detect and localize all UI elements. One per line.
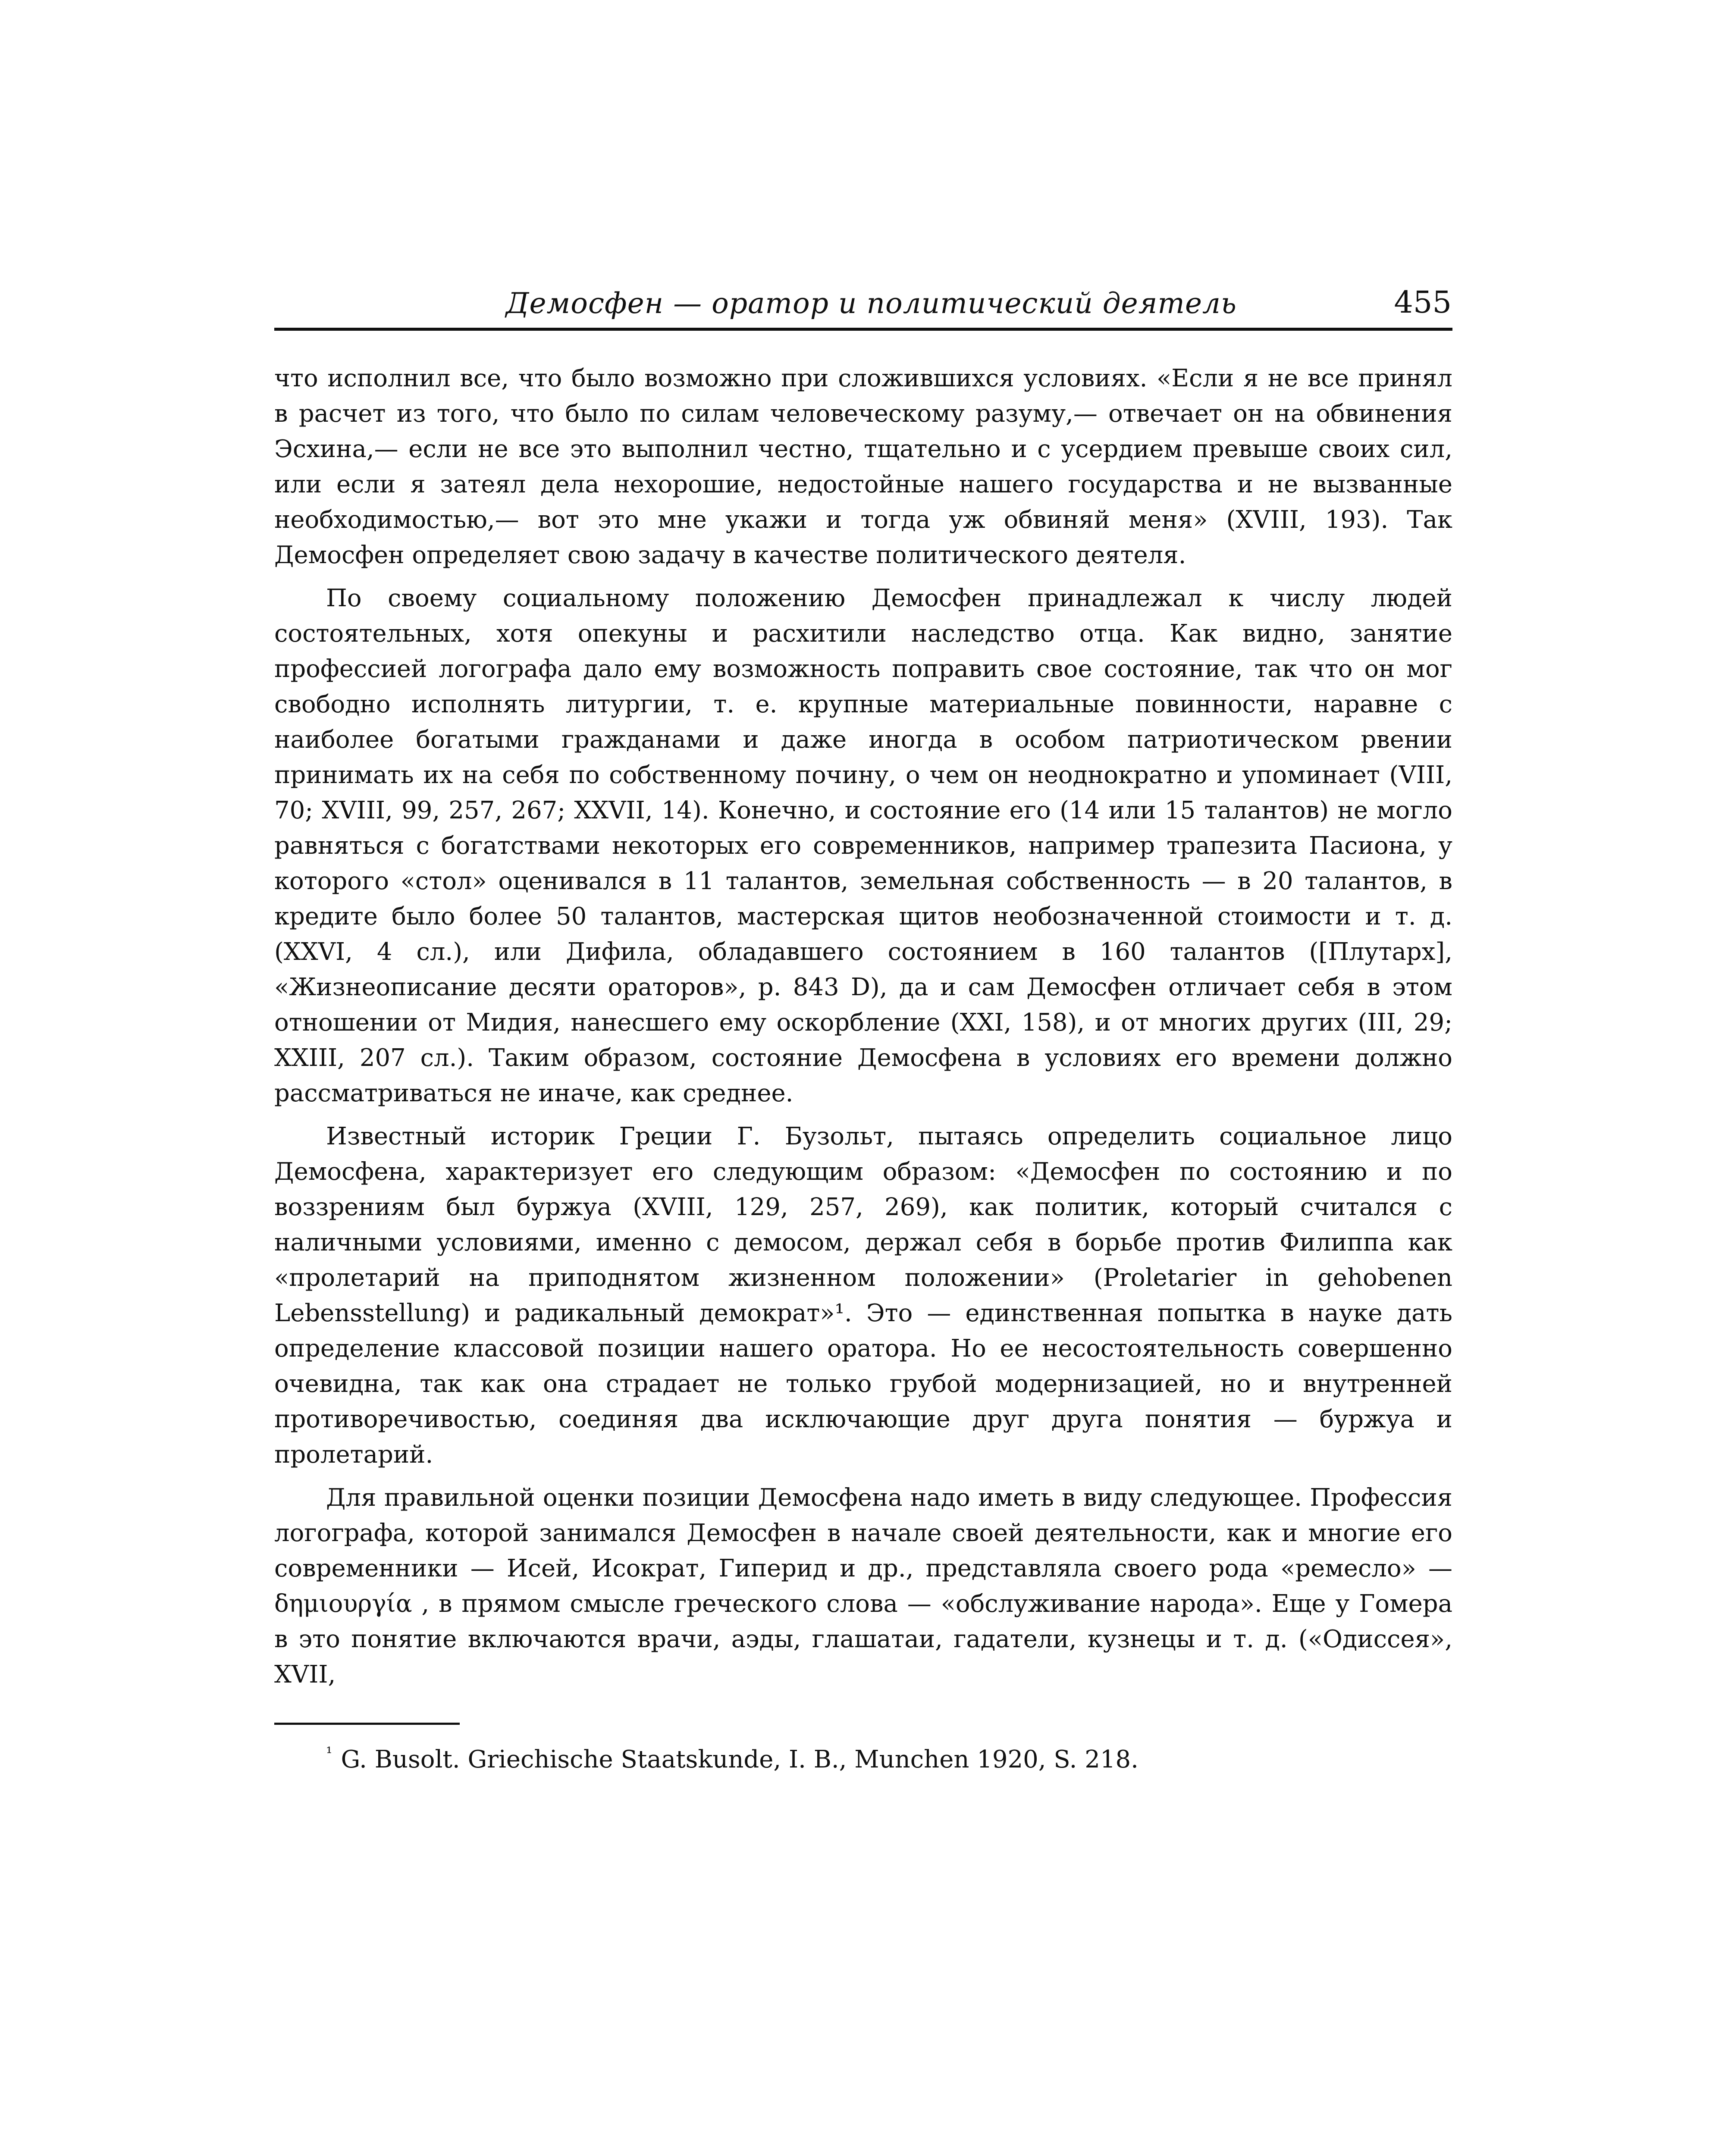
footnote (274, 1736, 1452, 1777)
footnote-text: G. Busolt. Griechische Staatskunde, I. B., Munchen 1920, S. 218. (341, 1745, 1138, 1774)
running-header (274, 276, 1452, 331)
footnote-mark: ¹ (326, 1744, 332, 1762)
footnote-separator (274, 1723, 460, 1725)
paragraph-1: что исполнил все, что было возможно при сложившихся условиях. «Если я не все принял в расчет из того, что было по силам человеческому разуму,— отвечает он на обвинения Эсхина,— если не все это выполнил честно, тщательно и с усердием превыше своих сил, или если я затеял дела нехорошие, недостойные нашего государства и не вызванные необходимостью,— вот это мне укажи и тогда уж обвиняй меня» (XVIII, 193). Так Демосфен определяет свою задачу в качестве политического деятеля. (274, 364, 1452, 569)
body-text (274, 361, 1452, 1692)
paragraph-2: По своему социальному положению Демосфен принадлежал к числу людей состоятельных, хотя опекуны и расхитили наследство отца. Как видно, занятие профессией логографа дало ему возможность поправить свое состояние, так что он мог свободно исполнять литургии, т. е. крупные материальные повинности, наравне с наиболее богатыми гражданами и даже иногда в особом патриотическом рвении принимать их на себя по собственному почину, о чем он неоднократно и упоминает (VIII, 70; XVIII, 99, 257, 267; XXVII, 14). Конечно, и состояние его (14 или 15 талантов) не могло равняться с богатствами некоторых его современников, например трапезита Пасиона, у которого «стол» оценивался в 11 талантов, земельная собственность — в 20 талантов, в кредите было более 50 талантов, мастерская щитов необозначенной стоимости и т. д. (XXVI, 4 сл.), или Дифила, обладавшего состоянием в 160 талантов ([Плутарх], «Жизнеописание десяти ораторов», p. 843 D), да и сам Демосфен отличает себя в этом отношении от Мидия, нанесшего ему оскорбление (XXI, 158), и от многих других (III, 29; XXIII, 207 сл.). Таким образом, состояние Демосфена в условиях его времени должно рассматриваться не иначе, как среднее. (274, 584, 1452, 1107)
paragraph-4: Для правильной оценки позиции Демосфена надо иметь в виду следующее. Профессия логографа, которой занимался Демосфен в начале своей деятельности, как и многие его современники — Исей, Исократ, Гиперид и др., представляла своего рода «ремесло» — δημιουργία , в прямом смысле греческого слова — «обслуживание народа». Еще у Гомера в это понятие включаются врачи, аэды, глашатаи, гадатели, кузнецы и т. д. («Одиссея», XVII, (274, 1484, 1452, 1689)
book-page (274, 276, 1452, 1777)
paragraph-3: Известный историк Греции Г. Бузольт, пытаясь определить социальное лицо Демосфена, характеризует его следующим образом: «Демосфен по состоянию и по воззрениям был буржуа (XVIII, 129, 257, 269), как политик, который считался с наличными условиями, именно с демосом, держал себя в борьбе против Филиппа как «пролетарий на приподнятом жизненном положении» (Proletarier in gehobenen Lebensstellung) и радикальный демократ»¹. Это — единственная попытка в науке дать определение классовой позиции нашего оратора. Но ее несостоятельность совершенно очевидна, так как она страдает не только грубой модернизацией, но и внутренней противоречивостью, соединяя два исключающие друг друга понятия — буржуа и пролетарий. (274, 1122, 1452, 1469)
page-number: 455 (1394, 285, 1452, 320)
running-title: Демосфен — оратор и политический деятель (505, 287, 1237, 320)
